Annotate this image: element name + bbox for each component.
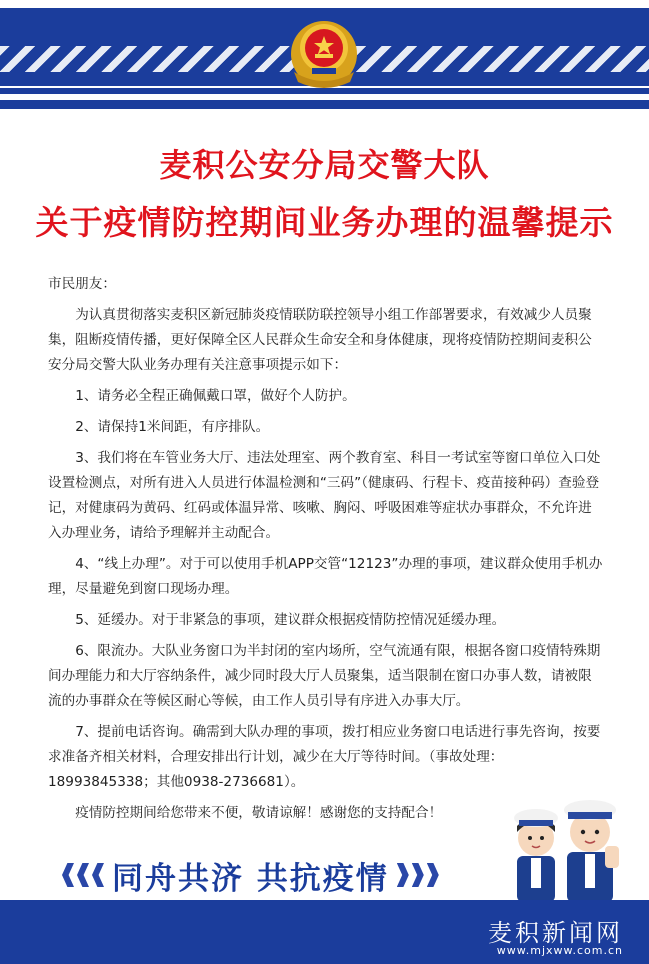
- notice-item: 3、我们将在车管业务大厅、违法处理室、两个教育室、科目一考试室等窗口单位入口处设置检测点，对所有进入人员进行体温检测和“三码”（健康码、行程卡、疫苗接种码）查验登记，对健康码为黄码、红码或体温异常、咳嗽、胸闷、呼吸困难等症状办事群众，不允许进入办理业务，请给予理解并主动配合。: [48, 450, 601, 541]
- notice-item: 5、延缓办。对于非紧急的事项，建议群众根据疫情防控情况延缓办理。: [75, 612, 506, 628]
- police-emblem-icon: [284, 10, 364, 90]
- header-rule-thick: [0, 100, 649, 109]
- page-title: 麦积公安分局交警大队: [159, 146, 490, 184]
- slogan-text: 同舟共济 共抗疫情: [112, 860, 389, 897]
- chevron-left-icon: [62, 863, 104, 887]
- salutation: 市民朋友：: [48, 276, 116, 292]
- intro-paragraph: 为认真贯彻落实麦积区新冠肺炎疫情联防联控领导小组工作部署要求，有效减少人员聚集，阻断疫情传播，更好保障全区人民群众生命安全和身体健康，现将疫情防控期间麦积公安分局交警大队业务办理有关注意事项提示如下：: [48, 307, 592, 373]
- page-subtitle: 关于疫情防控期间业务办理的温馨提示: [35, 203, 614, 242]
- chevron-right-icon: [397, 863, 439, 887]
- notice-item: 4、“线上办理”。对于可以使用手机APP交管“12123”办理的事项，建议群众使用手机办理，尽量避免到窗口现场办理。: [48, 556, 603, 597]
- notice-item: 1、请务必全程正确佩戴口罩，做好个人防护。: [75, 388, 356, 404]
- notice-item: 6、限流办。大队业务窗口为半封闭的室内场所，空气流通有限，根据各窗口疫情特殊期间办理能力和大厅容纳条件，减少同时段大厅人员聚集，适当限制在窗口办事人数，请被限流的办事群众在等候区耐心等候，由工作人员引导有序进入办事大厅。: [48, 643, 601, 709]
- slogan-banner: [62, 852, 439, 898]
- notice-item: 2、请保持1米间距，有序排队。: [75, 419, 270, 435]
- watermark-site-url: www.mjxww.com.cn: [496, 944, 623, 957]
- traffic-police-cartoon-icon: [505, 786, 625, 904]
- closing-line: 疫情防控期间给您带来不便，敬请谅解！感谢您的支持配合！: [75, 805, 443, 821]
- watermark-site-name: 麦积新闻网: [488, 919, 623, 947]
- notice-item: 7、提前电话咨询。确需到大队办理的事项，拨打相应业务窗口电话进行事先咨询，按要求准备齐相关材料，合理安排出行计划，减少在大厅等待时间。（事故处理：18993845338；其他0938-2736681）。: [48, 724, 601, 790]
- notice-body: [48, 272, 603, 826]
